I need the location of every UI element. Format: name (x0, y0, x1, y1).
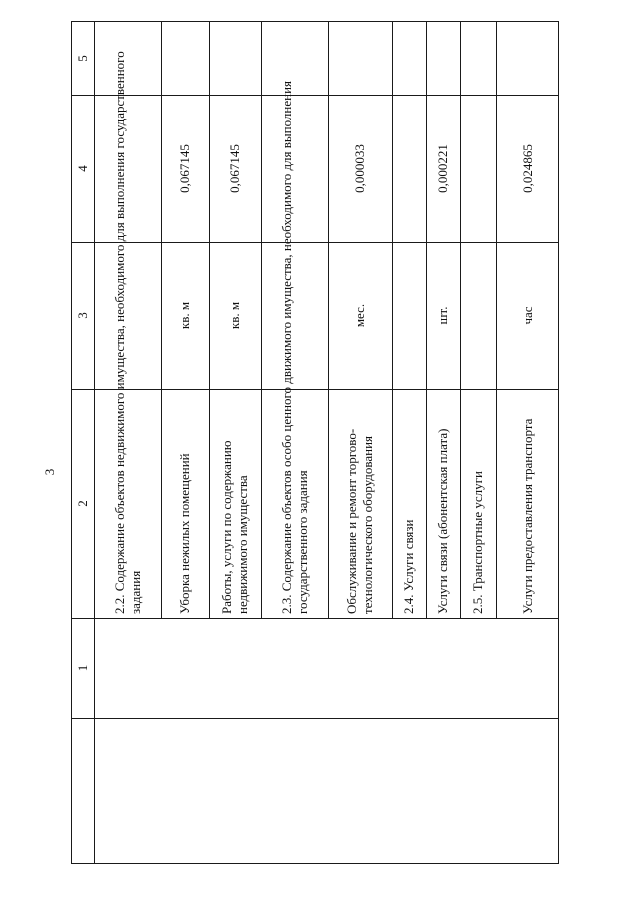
rotated-table (71, 21, 559, 864)
table-row (496, 22, 559, 618)
column-separator (72, 718, 558, 719)
section-row-2-5: 2.5. Транспортные услуги (470, 471, 485, 614)
unit: мес. (352, 303, 367, 328)
value: 0,067145 (227, 144, 242, 193)
unit: шт. (435, 306, 450, 325)
table-row (328, 22, 392, 618)
table-row (426, 22, 460, 618)
header-cell-4: 4 (75, 165, 90, 172)
column-separator (72, 618, 558, 619)
header-cell-3: 3 (75, 312, 90, 319)
table-row (161, 22, 209, 618)
value: 0,024865 (520, 144, 535, 193)
header-cell-5: 5 (75, 55, 90, 62)
unit: кв. м (177, 301, 192, 330)
unit: час (520, 306, 535, 325)
service-name: Обслуживание и ремонт торгово-технологического оборудования (344, 428, 375, 614)
value: 0,000221 (435, 144, 450, 193)
section-row-2-2: 2.2. Содержание объектов недвижимого имущества, необходимого для выполнения государственного задания (111, 51, 143, 614)
service-name: Услуги предоставления транспорта (520, 418, 535, 614)
service-name: Уборка нежилых помещений (177, 453, 192, 614)
page-number: 3 (42, 468, 57, 476)
service-name: Услуги связи (абонентская плата) (435, 428, 450, 614)
value: 0,000033 (352, 144, 367, 193)
table-row (209, 22, 261, 618)
header-cell-1: 1 (75, 664, 90, 672)
service-name: Работы, услуги по содержанию недвижимого имущества (219, 440, 250, 614)
unit: кв. м (227, 301, 242, 330)
header-cell-2: 2 (75, 500, 90, 507)
section-row-2-4: 2.4. Услуги связи (401, 519, 416, 614)
section-row-2-3: 2.3. Содержание объектов особо ценного движимого имущества, необходимого для выполнения государственного задания (278, 80, 310, 614)
value: 0,067145 (177, 144, 192, 193)
